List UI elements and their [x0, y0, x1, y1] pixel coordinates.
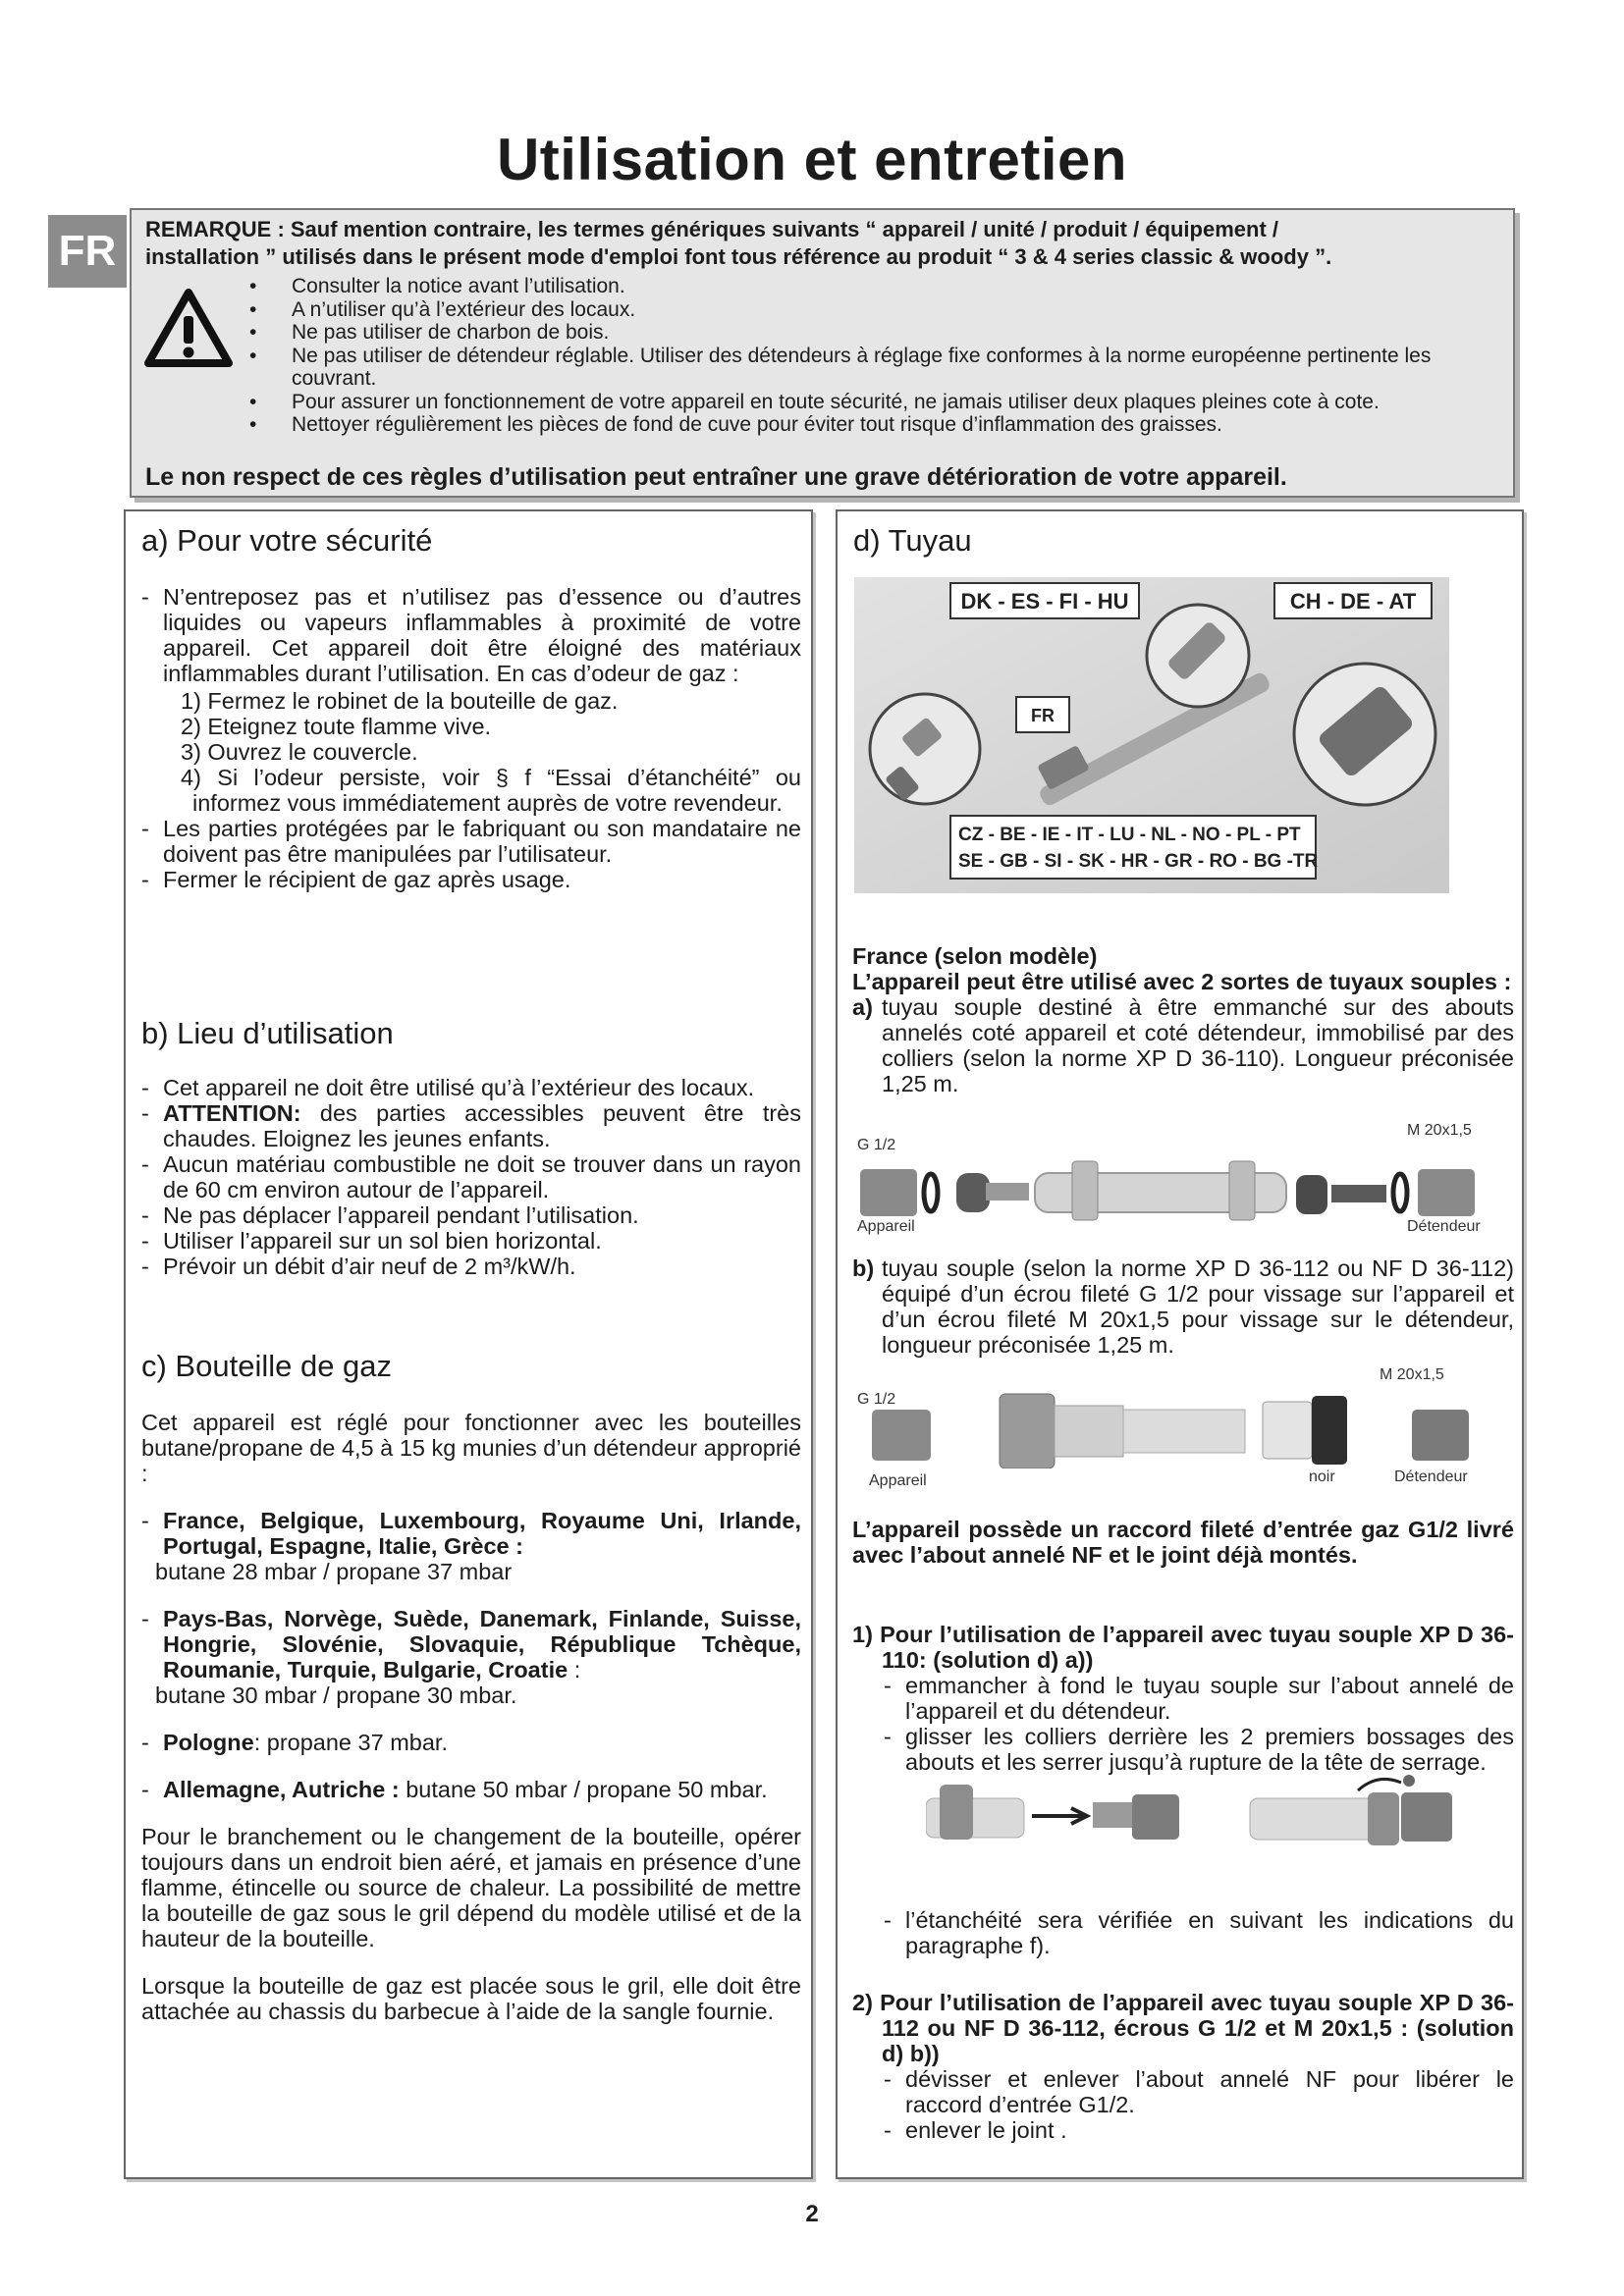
fig-b-mid-name: noir	[1309, 1468, 1335, 1485]
seal-ring-right-shape	[1393, 1174, 1407, 1211]
page-title: Utilisation et entretien	[496, 127, 1128, 192]
section-d-title: d) Tuyau	[853, 523, 972, 558]
section-c-para1: Pour le branchement ou le changement de la bouteille, opérer toujours dans un endroit bien aéré, et jamais en présence d’une flamme, étincelle ou source de chaleur. La possibilité de mettre la bouteille de gaz sous le gril dépend du modèle utilisé et de la hauteur de la bouteille.	[141, 1824, 801, 1951]
label-cz-line1: CZ - BE - IE - IT - LU - NL - NO - PL - PT	[958, 825, 1301, 845]
hose-option-b-label: b)	[852, 1255, 875, 1281]
gas-group-3-pressure: : propane 37 mbar.	[253, 1730, 448, 1755]
barb-left-shape	[986, 1183, 1029, 1201]
section-c-title: c) Bouteille de gaz	[141, 1349, 393, 1383]
section-a-step: 4) Si l’odeur persiste, voir § f “Essai d’étanchéité” ou informez vous immédiatement auprès de votre revendeur.	[181, 765, 801, 816]
clear-sleeve-shape	[1263, 1402, 1312, 1459]
right-column	[836, 509, 1524, 2179]
hose-connector-country-figure	[854, 577, 1449, 893]
hose-body-b-shape	[1123, 1410, 1245, 1453]
fitting-nut-shape	[1132, 1794, 1179, 1840]
section-c-para2: Lorsque la bouteille de gaz est placée sous le gril, elle doit être attachée au chassis du barbecue à l’aide de la sangle fournie.	[141, 1973, 801, 2024]
clamp-left-shape	[1072, 1161, 1098, 1220]
appliance-nut-shape	[860, 1169, 917, 1216]
hose-end-left-shape	[956, 1173, 990, 1212]
left-column	[124, 509, 813, 2179]
barb-fitting-shape	[1093, 1802, 1132, 1828]
fig-b-left-thread: G 1/2	[857, 1391, 896, 1408]
hose-b-diagram	[854, 1390, 1502, 1468]
remark-footer: Le non respect de ces règles d’utilisation peut entraîner une grave détérioration de votre appareil.	[145, 463, 1287, 491]
section-b-body	[141, 1075, 801, 1279]
gas-group-4-pressure: butane 50 mbar / propane 50 mbar.	[399, 1777, 768, 1802]
section-a-title: a) Pour votre sécurité	[141, 523, 433, 558]
hose-option-b-block	[852, 1255, 1514, 1358]
remark-bullet: • Nettoyer régulièrement les pièces de fond de cuve pour éviter tout risque d’inflammation des graisses.	[249, 413, 1506, 437]
remark-bullet: • Ne pas utiliser de détendeur réglable. Utiliser des détendeurs à réglage fixe conformes à la norme européenne pertinente les couvrant.	[249, 345, 1506, 391]
step-1-title: 1) Pour l’utilisation de l’appareil avec tuyau souple XP D 36-110: (solution d) a))	[852, 1622, 1514, 1673]
clamp-right-shape	[1229, 1161, 1255, 1220]
seal-ring-shape	[924, 1174, 938, 1211]
hose-a-diagram	[854, 1159, 1502, 1228]
section-b-item	[141, 1100, 801, 1151]
section-a-step: 3) Ouvrez le couvercle.	[181, 739, 418, 765]
black-nut-shape	[1312, 1396, 1347, 1465]
france-block	[852, 943, 1514, 1096]
label-ch: CH - DE - AT	[1289, 589, 1417, 614]
section-b-item: - Cet appareil ne doit être utilisé qu’à l’extérieur des locaux.	[141, 1075, 801, 1100]
hose-option-a-text: tuyau souple destiné à être emmanché sur des abouts annelés coté appareil et coté détendeur, immobilisé par des colliers (selon la norme XP D 36-110). Longueur préconisée 1,25 m.	[882, 994, 1514, 1096]
raccord-note: L’appareil possède un raccord fileté d’entrée gaz G1/2 livré avec l’about annelé NF et le joint déjà montés.	[852, 1517, 1514, 1568]
step-1-after: - l’étanchéité sera vérifiée en suivant les indications du paragraphe f).	[884, 1907, 1514, 1958]
step-1-block	[852, 1622, 1514, 1775]
label-fr: FR	[1031, 706, 1055, 725]
hose-end-right-shape	[1296, 1175, 1327, 1214]
section-c-body	[141, 1410, 801, 2024]
remark-heading	[145, 216, 1500, 271]
fig-b-right-thread: M 20x1,5	[1380, 1366, 1444, 1383]
hose-fitting-left-shape	[1055, 1406, 1123, 1457]
fig-a-right-thread: M 20x1,5	[1407, 1122, 1472, 1139]
step-1-after-block	[852, 1907, 1514, 1958]
fig-b-right-name: Détendeur	[1394, 1468, 1468, 1485]
section-a-step: 2) Eteignez toute flamme vive.	[181, 714, 492, 739]
fig-a-right-name: Détendeur	[1407, 1218, 1481, 1235]
fig-a-left-name: Appareil	[857, 1218, 915, 1235]
regulator-nut-b-shape	[1412, 1410, 1469, 1461]
remark-bullet: • Ne pas utiliser de charbon de bois.	[249, 321, 1506, 345]
gas-group-1-countries: France, Belgique, Luxembourg, Royaume Uni, Irlande, Portugal, Espagne, Italie, Grèce :	[163, 1508, 801, 1559]
section-a-item: - Les parties protégées par le fabriquant ou son mandataire ne doivent pas être manipulées par l’utilisateur.	[141, 816, 801, 867]
language-tab: FR	[48, 215, 127, 288]
france-subheading: L’appareil peut être utilisé avec 2 sortes de tuyaux souples :	[852, 969, 1512, 994]
section-c-intro: Cet appareil est réglé pour fonctionner avec les bouteilles butane/propane de 4,5 à 15 kg munies d’un détendeur approprié :	[141, 1410, 801, 1486]
step-1-item: - emmancher à fond le tuyau souple sur l’about annelé de l’appareil et du détendeur.	[884, 1673, 1514, 1724]
hose-option-a	[852, 994, 1514, 1096]
g12-nut-shape	[1000, 1394, 1055, 1468]
barb-right-shape	[1331, 1185, 1386, 1202]
hose-option-b	[852, 1255, 1514, 1358]
gas-group-2-colon: :	[568, 1657, 581, 1682]
france-heading: France (selon modèle)	[852, 943, 1098, 969]
gas-group-3-country: Pologne	[163, 1730, 254, 1755]
section-a-body	[141, 584, 801, 892]
section-b-item: - Utiliser l’appareil sur un sol bien horizontal.	[141, 1228, 801, 1254]
regulator-nut-shape	[1418, 1169, 1475, 1216]
remark-bullet: • A n’utiliser qu’à l’extérieur des locaux.	[249, 298, 1506, 322]
remark-bullet: • Pour assurer un fonctionnement de votre appareil en toute sécurité, ne jamais utiliser deux plaques pleines cote à cote.	[249, 391, 1506, 414]
label-cz-line2: SE - GB - SI - SK - HR - GR - RO - BG -TR	[958, 851, 1319, 872]
step-2-title: 2) Pour l’utilisation de l’appareil avec tuyau souple XP D 36-112 ou NF D 36-112, écrous G 1/2 et M 20x1,5 : (solution d) b))	[852, 1990, 1514, 2066]
appliance-nut-shape	[872, 1410, 931, 1461]
gas-group-2-countries: Pays-Bas, Norvège, Suède, Danemark, Finlande, Suisse, Hongrie, Slovénie, Slovaquie, République Tchèque, Roumanie, Turquie, Bulgarie, Croatie	[163, 1606, 801, 1682]
hose-option-b-text: tuyau souple (selon la norme XP D 36-112 ou NF D 36-112) équipé d’un écrou fileté G 1/2 pour vissage sur l’appareil et d’un écrou fileté M 20x1,5 pour vissage sur le détendeur, longueur préconisée 1,25 m.	[882, 1255, 1514, 1358]
step-1-item: - glisser les colliers derrière les 2 premiers bossages des abouts et les serrer jusqu’à rupture de la tête de serrage.	[884, 1724, 1514, 1775]
attention-label: ATTENTION:	[163, 1100, 301, 1126]
clamp-head-shape	[1403, 1775, 1415, 1787]
attention-text: des parties accessibles peuvent être très chaudes. Eloignez les jeunes enfants.	[163, 1100, 801, 1151]
fig-a-left-thread: G 1/2	[857, 1137, 896, 1153]
gas-group-4	[141, 1777, 801, 1802]
gas-group-2-pressure: butane 30 mbar / propane 30 mbar.	[155, 1682, 517, 1708]
hose-option-a-label: a)	[852, 994, 873, 1020]
clamp-mounting-diagram	[926, 1771, 1495, 1849]
gas-group-4-countries: Allemagne, Autriche :	[163, 1777, 400, 1802]
warning-triangle-icon	[143, 287, 234, 369]
step-2-block	[852, 1990, 1514, 2143]
gas-group-1-pressure: butane 28 mbar / propane 37 mbar	[155, 1559, 513, 1584]
section-b-item: - Aucun matériau combustible ne doit se trouver dans un rayon de 60 cm environ autour de l’appareil.	[141, 1151, 801, 1202]
gas-group-3	[141, 1730, 801, 1755]
section-a-intro: - N’entreposez pas et n’utilisez pas d’essence ou d’autres liquides ou vapeurs inflammables à proximité de votre appareil. Cet appareil doit être éloigné des matériaux inflammables durant l’utilisation. En cas d’odeur de gaz :	[141, 584, 801, 686]
section-b-item: - Ne pas déplacer l’appareil pendant l’utilisation.	[141, 1202, 801, 1228]
section-b-title: b) Lieu d’utilisation	[141, 1016, 394, 1050]
fitting-nut-right-shape	[1401, 1792, 1452, 1842]
clamp-closed-shape	[1368, 1792, 1399, 1845]
clamp-open-shape	[940, 1785, 973, 1840]
gas-group-1	[141, 1508, 801, 1559]
remark-box	[130, 208, 1515, 498]
curved-arrow-icon	[1358, 1779, 1401, 1790]
fig-b-left-name: Appareil	[869, 1472, 927, 1489]
section-a-step: 1) Fermez le robinet de la bouteille de gaz.	[181, 688, 619, 714]
label-dk: DK - ES - FI - HU	[960, 589, 1129, 614]
arrow-right-icon	[1032, 1808, 1087, 1824]
section-b-item: - Prévoir un débit d’air neuf de 2 m³/kW/h.	[141, 1254, 801, 1279]
page-number: 2	[805, 2201, 819, 2227]
remark-heading-line2: installation ” utilisés dans le présent mode d'emploi font tous référence au produit “ 3 & 4 series classic & woody ”.	[145, 244, 1332, 269]
gas-group-2	[141, 1606, 801, 1682]
remark-bullet-list	[249, 275, 1506, 437]
step-2-item: - enlever le joint .	[884, 2117, 1514, 2143]
section-a-item: - Fermer le récipient de gaz après usage.	[141, 867, 801, 892]
remark-heading-line1: REMARQUE : Sauf mention contraire, les termes génériques suivants “ appareil / unité / produit / équipement /	[145, 217, 1279, 241]
remark-bullet: • Consulter la notice avant l’utilisation.	[249, 275, 1506, 298]
step-2-item: - dévisser et enlever l’about annelé NF pour libérer le raccord d’entrée G1/2.	[884, 2066, 1514, 2117]
